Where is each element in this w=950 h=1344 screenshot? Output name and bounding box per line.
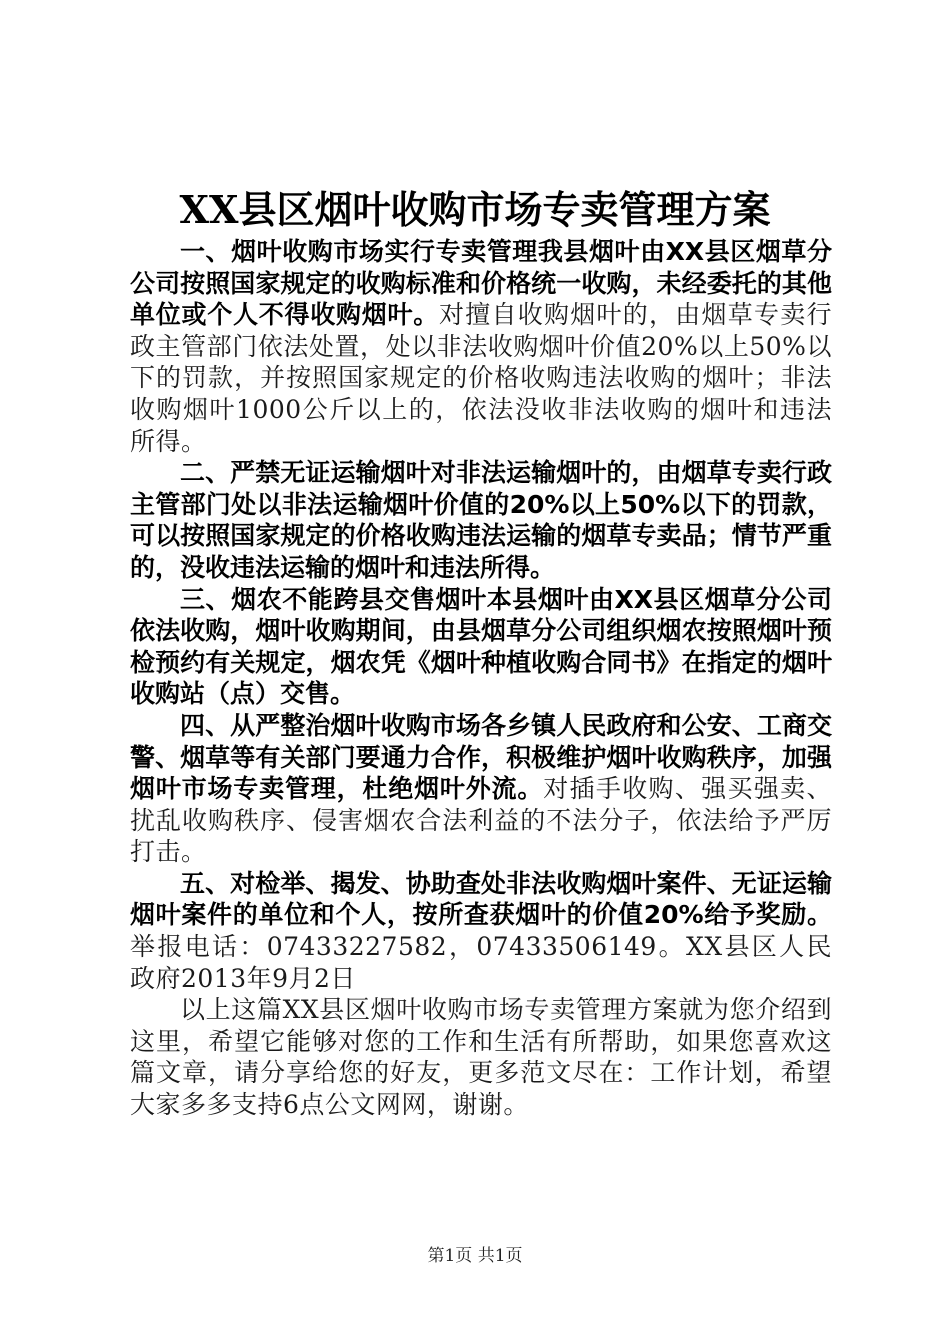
paragraph-6 — [130, 994, 832, 1120]
paragraph-2-bold-text: 二、严禁无证运输烟叶对非法运输烟叶的，由烟草专卖行政主管部门处以非法运输烟叶价值的20%以上50%以下的罚款，可以按照国家规定的价格收购违法运输的烟草专卖品；情节严重的，没收违法运输的烟叶和违法所得。 — [130, 458, 832, 582]
paragraph-1-bold-text: 一、烟叶收购市场实行专卖管理我县烟叶由XX县区烟草分公司按照国家规定的收购标准和价格统一收购，未经委托的其他单位或个人不得收购烟叶。 — [130, 237, 832, 330]
paragraph-1 — [130, 236, 832, 457]
paragraph-5-bold-text: 五、对检举、揭发、协助查处非法收购烟叶案件、无证运输烟叶案件的单位和个人，按所查获烟叶的价值20%给予奖励。 — [130, 868, 832, 930]
paragraph-3 — [130, 584, 832, 710]
page-footer: 第1页 共1页 — [427, 1246, 523, 1266]
paragraph-4 — [130, 710, 832, 868]
paragraph-4-bold-text: 四、从严整治烟叶收购市场各乡镇人民政府和公安、工商交警、烟草等有关部门要通力合作，积极维护烟叶收购秩序，加强烟叶市场专卖管理，杜绝烟叶外流。 — [130, 710, 832, 804]
paragraph-4-regular-text: 对插手收购、强买强卖、扰乱收购秩序、侵害烟农合法利益的不法分子，依法给予严厉打击。 — [130, 774, 832, 867]
paragraph-5 — [130, 868, 832, 994]
paragraph-2 — [130, 457, 832, 583]
paragraph-1-regular-text: 对擅自收购烟叶的，由烟草专卖行政主管部门依法处置，处以非法收购烟叶价值20%以上50%以下的罚款，并按照国家规定的价格收购违法收购的烟叶；非法收购烟叶1000公斤以上的，依法没收非法收购的烟叶和违法所得。 — [130, 300, 832, 456]
document-body — [130, 236, 832, 1121]
paragraph-3-bold-text: 三、烟农不能跨县交售烟叶本县烟叶由XX县区烟草分公司依法收购，烟叶收购期间，由县烟草分公司组织烟农按照烟叶预检预约有关规定，烟农凭《烟叶种植收购合同书》在指定的烟叶收购站（点）交售。 — [130, 584, 832, 709]
paragraph-6-regular-text: 以上这篇XX县区烟叶收购市场专卖管理方案就为您介绍到这里，希望它能够对您的工作和生活有所帮助，如果您喜欢这篇文章，请分享给您的好友，更多范文尽在：工作计划，希望大家多多支持6点公文网网，谢谢。 — [130, 995, 832, 1120]
paragraph-5-regular-text: 举报电话：07433227582，07433506149。XX县区人民政府2013年9月2日 — [130, 932, 832, 993]
document-title: XX县区烟叶收购市场专卖管理方案 — [179, 187, 771, 232]
